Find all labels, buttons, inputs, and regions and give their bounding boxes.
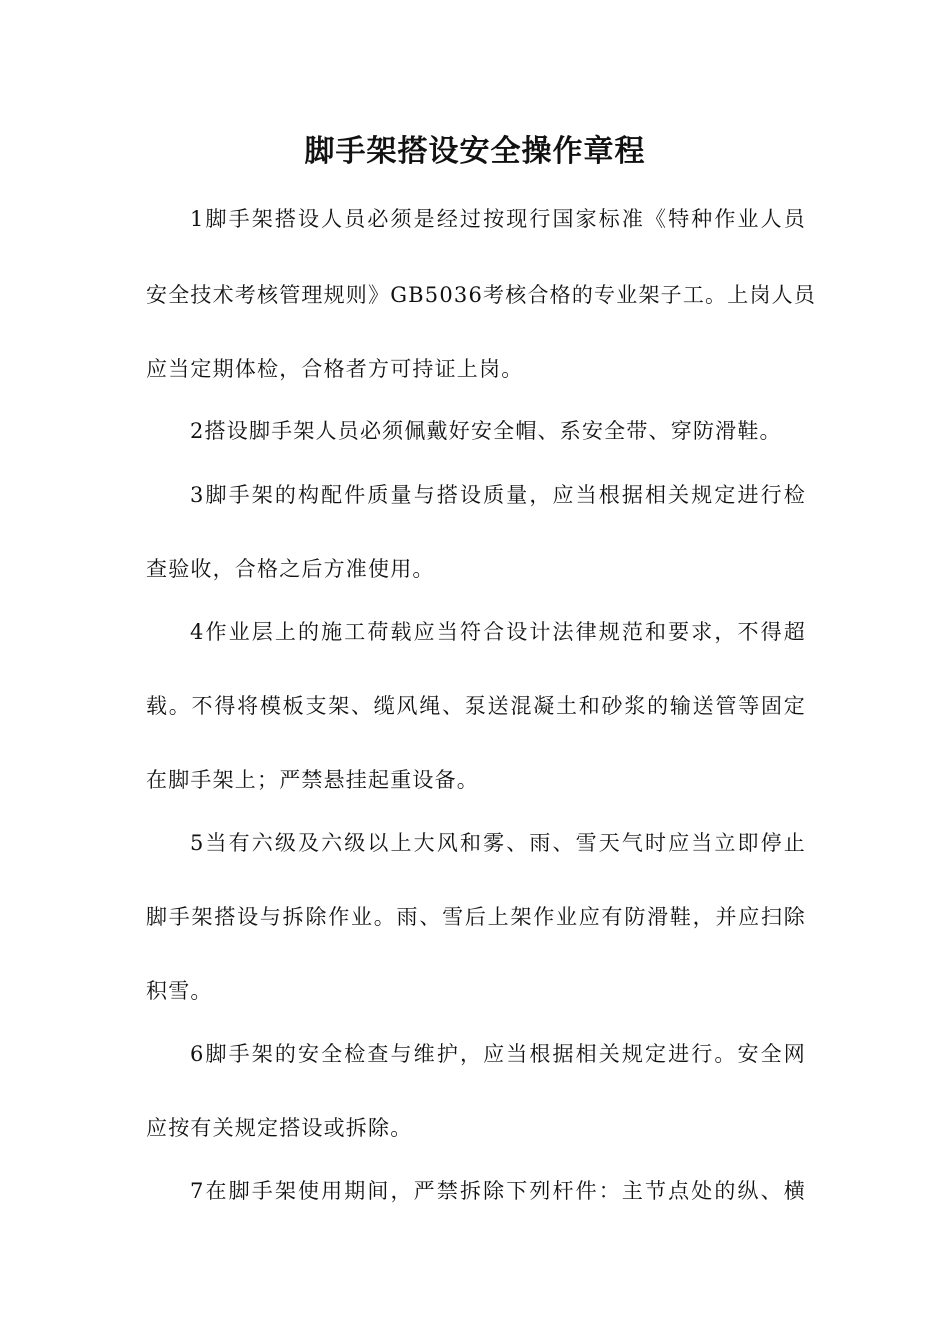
paragraph-6-line-2: 应按有关规定搭设或拆除。 bbox=[146, 1116, 413, 1140]
paragraph-7-line-1: 7在脚手架使用期间，严禁拆除下列杆件：主节点处的纵、横 bbox=[190, 1179, 806, 1203]
paragraph-6-line-1: 6脚手架的安全检查与维护，应当根据相关规定进行。安全网 bbox=[190, 1042, 806, 1066]
paragraph-4-line-2: 载。不得将模板支架、缆风绳、泵送混凝土和砂浆的输送管等固定 bbox=[146, 694, 806, 718]
document-title: 脚手架搭设安全操作章程 bbox=[304, 134, 646, 169]
paragraph-1-line-1: 1脚手架搭设人员必须是经过按现行国家标准《特种作业人员 bbox=[190, 207, 806, 231]
paragraph-3-line-1: 3脚手架的构配件质量与搭设质量，应当根据相关规定进行检 bbox=[190, 483, 806, 507]
paragraph-4-line-3: 在脚手架上；严禁悬挂起重设备。 bbox=[146, 768, 479, 792]
paragraph-5-line-1: 5当有六级及六级以上大风和雾、雨、雪天气时应当立即停止 bbox=[190, 831, 806, 855]
paragraph-2-line-1: 2搭设脚手架人员必须佩戴好安全帽、系安全带、穿防滑鞋。 bbox=[190, 419, 782, 443]
paragraph-5-line-3: 积雪。 bbox=[146, 979, 213, 1003]
paragraph-1-line-3: 应当定期体检，合格者方可持证上岗。 bbox=[146, 357, 524, 381]
paragraph-5-line-2: 脚手架搭设与拆除作业。雨、雪后上架作业应有防滑鞋，并应扫除 bbox=[146, 905, 806, 929]
paragraph-3-line-2: 查验收，合格之后方准使用。 bbox=[146, 557, 435, 581]
paragraph-1-line-2: 安全技术考核管理规则》GB5036考核合格的专业架子工。上岗人员 bbox=[146, 283, 817, 307]
paragraph-4-line-1: 4作业层上的施工荷载应当符合设计法律规范和要求，不得超 bbox=[190, 620, 806, 644]
